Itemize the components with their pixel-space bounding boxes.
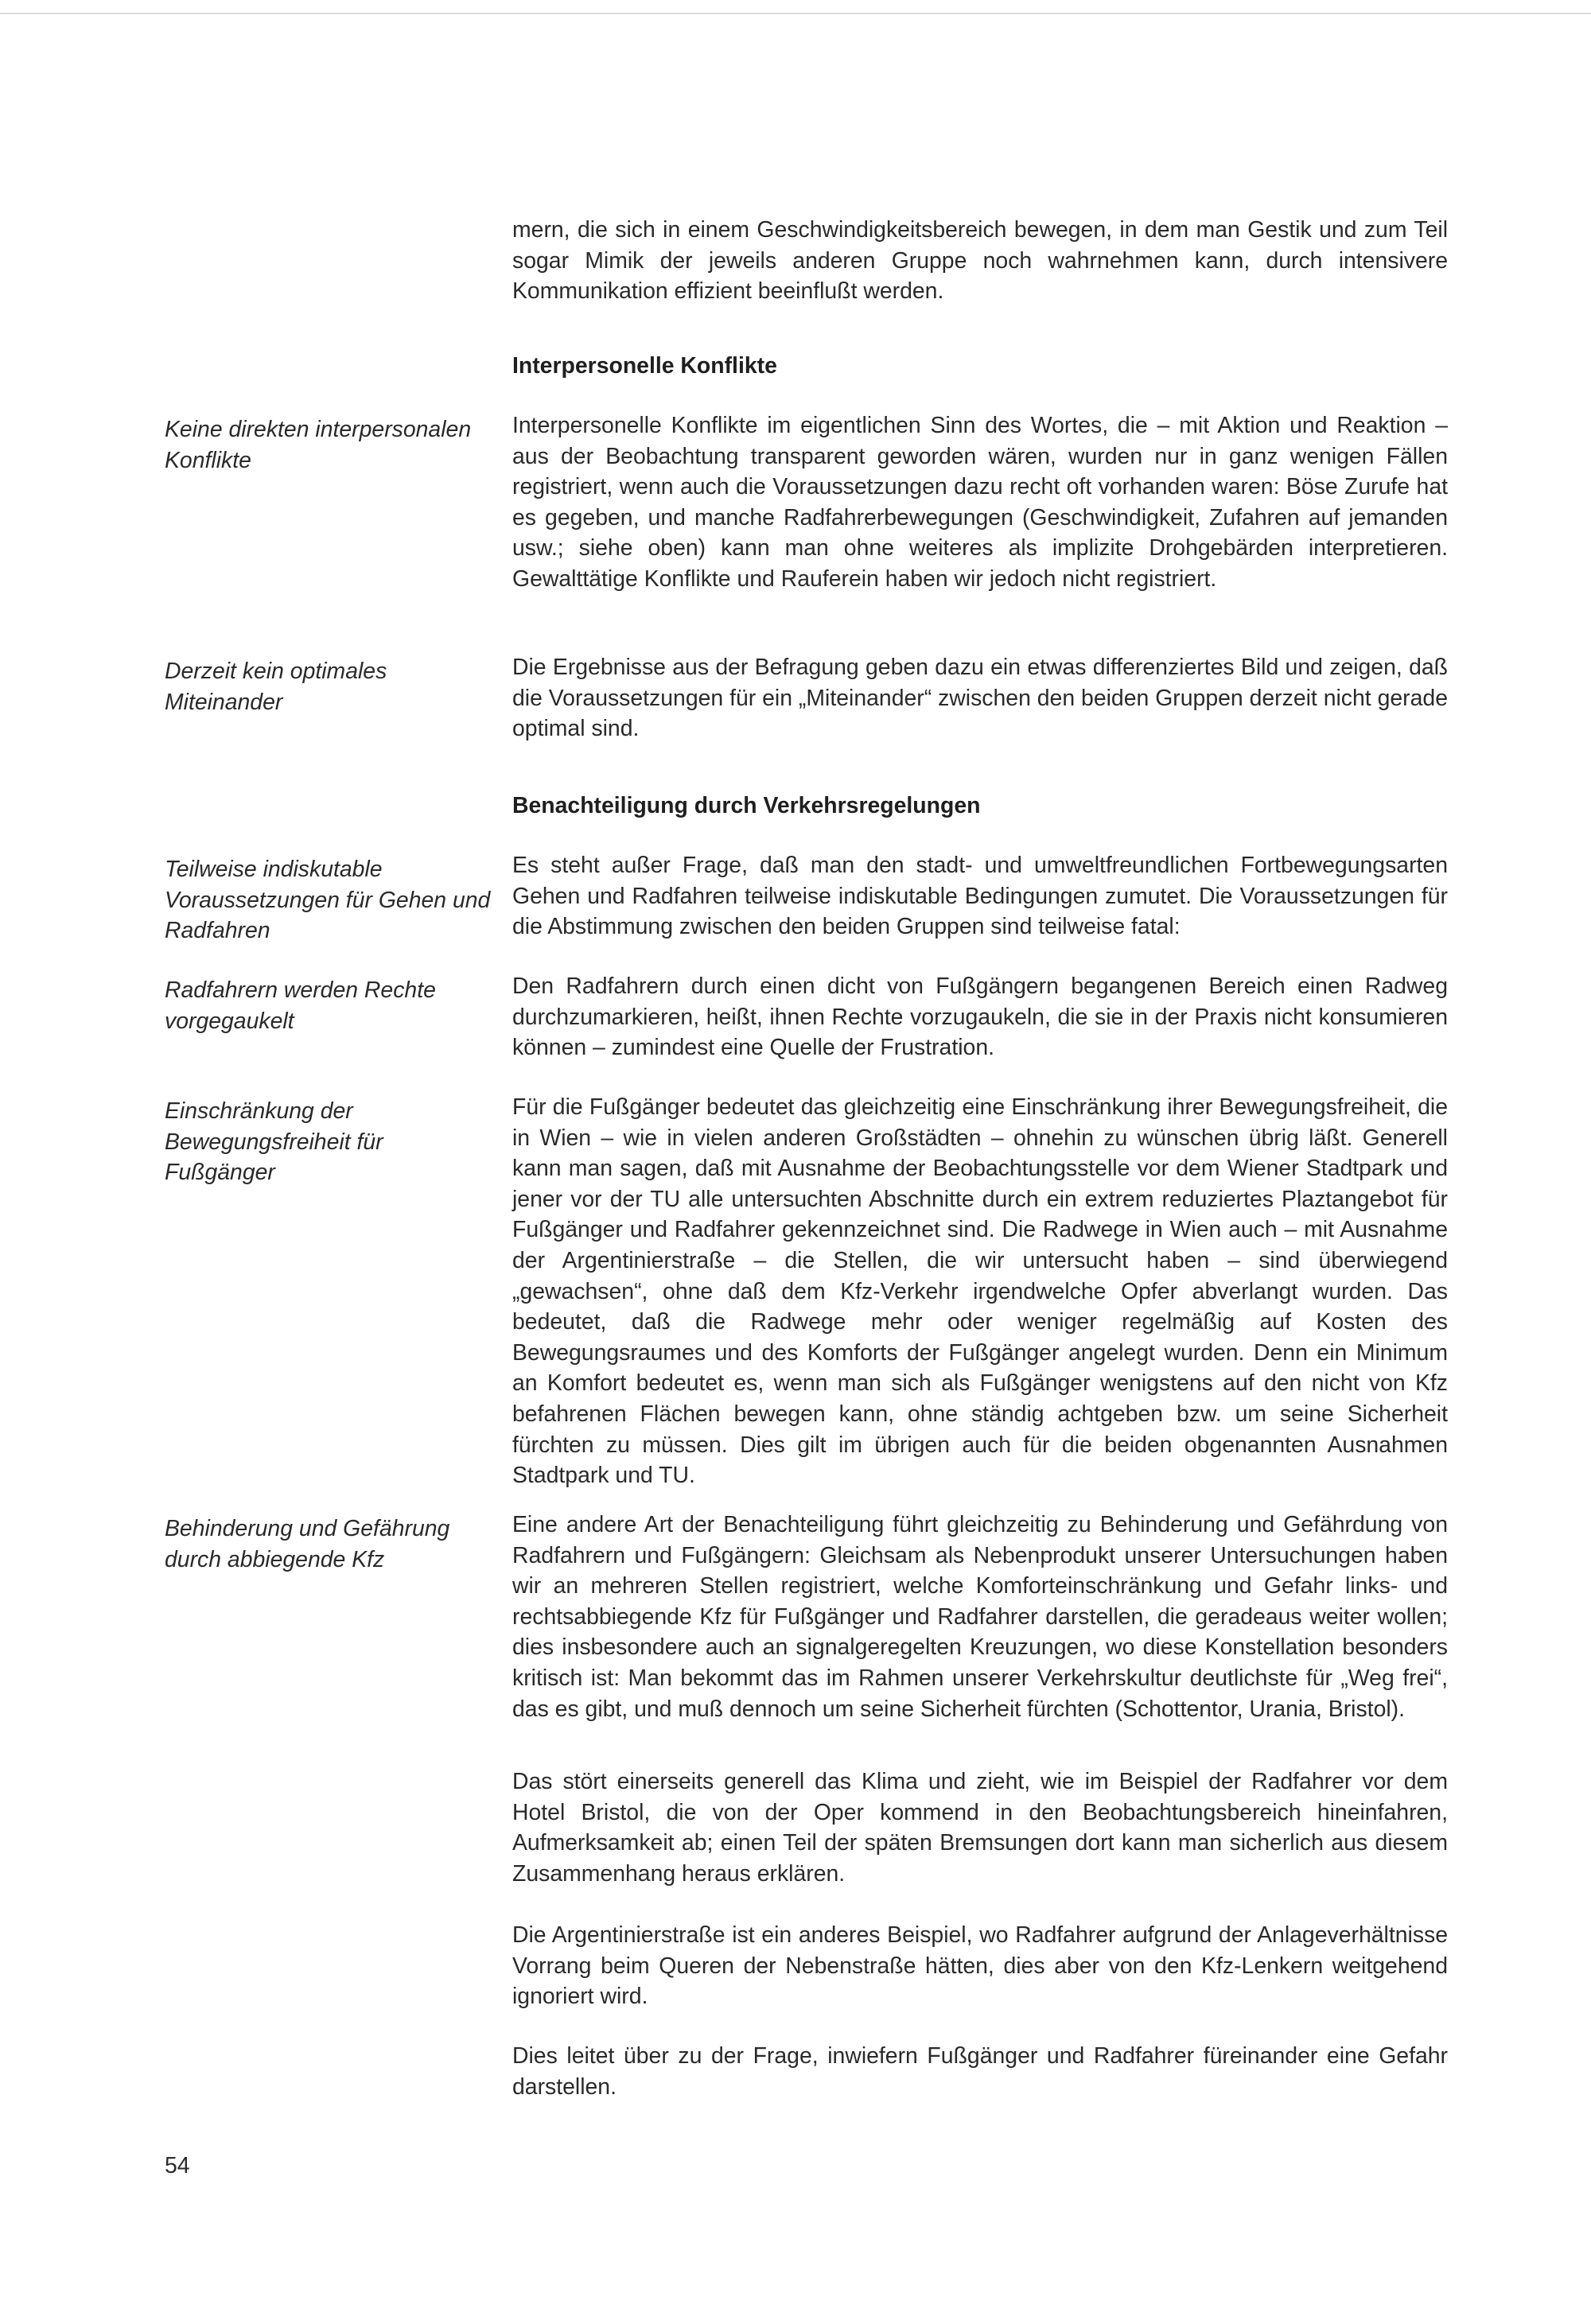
section2-paragraph-5: Das stört einerseits generell das Klima und zieht, wie im Beispiel der Radfahrer vor dem Hotel Bristol, die von der Oper kommend in den Beobachtungsbereich hineinfahren, Aufmerksamkeit ab; einen Teil der späten Bremsungen dort kann man sicherlich aus diesem Zusammenhang heraus erklären. [512,1769,1448,1887]
section1-paragraph-2: Die Ergebnisse aus der Befragung geben dazu ein etwas differenziertes Bild und zeigen, daß die Voraussetzungen für ein „Miteinander“ zwischen den beiden Gruppen derzeit nicht gerade optimal sind. [512,655,1448,742]
margin-note-behinderung-gefaehrung: Behinderung und Gefährung durch abbiegende Kfz [165,1516,450,1572]
margin-note-einschraenkung-bewegungsfreiheit: Einschränkung der Bewegungsfreiheit für Fußgänger [165,1098,383,1186]
section2-paragraph-3: Für die Fußgänger bedeutet das gleichzeitig eine Einschränkung ihrer Bewegungsfreiheit, die in Wien – wie in vielen anderen Großstädten – ohnehin zu wünschen übrig läßt. Generell kann man sagen, daß mit Ausnahme der Beobachtungsstelle vor dem Wiener Stadtpark und jener vor der TU alle untersuchten Abschnitte durch ein extrem reduziertes Plaztangebot für Fußgänger und Radfahrer gekennzeichnet sind. Die Radwege in Wien auch – mit Ausnahme der Argentinierstraße – die Stellen, die wir untersucht haben – sind überwiegend „gewachsen“, ohne daß dem Kfz-Verkehr irgendwelche Opfer abverlangt wurden. Das bedeutet, daß die Radwege mehr oder weniger regelmäßig auf Kosten des Bewegungsraumes und des Komforts der Fußgänger angelegt wurden. Denn ein Minimum an Komfort bedeutet es, wenn man sich als Fußgänger wenigstens auf den nicht von Kfz befahrenen Flächen bewegen kann, ohne ständig achtgeben bzw. um seine Sicherheit fürchten zu müssen. Dies gilt im übrigen auch für die beiden obgenannten Ausnahmen Stadtpark und TU. [512,1094,1448,1489]
section2-paragraph-6-block [512,1920,1448,2012]
page-number: 54 [165,2153,190,2178]
intro-paragraph-block [512,215,1448,307]
section-heading-benachteiligung: Benachteiligung durch Verkehrsregelungen [512,793,981,818]
section2-paragraph-7: Dies leitet über zu der Frage, inwiefern Fußgänger und Radfahrer füreinander eine Gefahr darstellen. [512,2043,1448,2100]
margin-note-keine-direkten-konflikte: Keine direkten interpersonalen Konflikte [165,417,472,473]
section1-paragraph-1-block [512,410,1448,595]
top-rule [0,13,1591,14]
margin-note-rechte-vorgegaukelt: Radfahrern werden Rechte vorgegaukelt [165,977,436,1034]
intro-paragraph: mern, die sich in einem Geschwindigkeitsbereich bewegen, in dem man Gestik und zum Teil sogar Mimik der jeweils anderen Gruppe noch wahrnehmen kann, durch intensivere Kommunikation effizient beeinflußt werden. [512,217,1448,305]
section2-paragraph-3-block [512,1092,1448,1491]
section2-paragraph-7-block [512,2041,1448,2102]
section2-paragraph-4: Eine andere Art der Benachteiligung führt gleichzeitig zu Behinderung und Gefährdung von Radfahrern und Fußgängern: Gleichsam als Nebenprodukt unserer Untersuchungen haben wir an mehreren Stellen registriert, welche Komforteinschränkung und Gefahr links- und rechtsabbiegende Kfz für Fußgänger und Radfahrer darstellen, die geradeaus weiter wollen; dies insbesondere auch an signalgeregelten Kreuzungen, wo diese Konstellation besonders kritisch ist: Man bekommt das im Rahmen unserer Verkehrskultur deutlichste für „Weg frei“, das es gibt, und muß dennoch um seine Sicherheit fürchten (Schottentor, Urania, Bristol). [512,1512,1448,1722]
margin-note-derzeit-kein-miteinander: Derzeit kein optimales Miteinander [165,659,387,715]
section-heading-interpersonelle-konflikte: Interpersonelle Konflikte [512,353,777,379]
margin-note-indiskutable-voraussetzungen: Teilweise indiskutable Voraussetzungen für Gehen und Radfahren [165,857,491,944]
section2-paragraph-2-block [512,971,1448,1063]
section2-paragraph-2: Den Radfahrern durch einen dicht von Fußgängern begangenen Bereich einen Radweg durchzumarkieren, heißt, ihnen Rechte vorzugaukeln, die sie in der Praxis nicht konsumieren können – zumindest eine Quelle der Frustration. [512,974,1448,1061]
section1-paragraph-2-block [512,652,1448,744]
section1-paragraph-1: Interpersonelle Konflikte im eigentlichen Sinn des Wortes, die – mit Aktion und Reaktion – aus der Beobachtung transparent geworden wären, wurden nur in ganz wenigen Fällen registriert, wenn auch die Voraussetzungen dazu recht oft vorhanden waren: Böse Zurufe hat es gegeben, und manche Radfahrerbewegungen (Geschwindigkeit, Zufahren auf jemanden usw.; siehe oben) kann man ohne weiteres als implizite Drohgebärden interpretieren. Gewalttätige Konflikte und Rauferein haben wir jedoch nicht registriert. [512,413,1448,592]
section2-paragraph-4-block [512,1510,1448,1724]
section2-paragraph-5-block [512,1766,1448,1889]
section2-paragraph-1: Es steht außer Frage, daß man den stadt- und umweltfreundlichen Fortbewegungsarten Gehen und Radfahren teilweise indiskutable Bedingungen zumutet. Die Voraussetzungen für die Abstimmung zwischen den beiden Gruppen sind teilweise fatal: [512,853,1448,940]
section2-paragraph-6: Die Argentinierstraße ist ein anderes Beispiel, wo Radfahrer aufgrund der Anlageverhältnisse Vorrang beim Queren der Nebenstraße hätten, dies aber von den Kfz-Lenkern weitgehend ignoriert wird. [512,1922,1448,2010]
section2-paragraph-1-block [512,850,1448,942]
